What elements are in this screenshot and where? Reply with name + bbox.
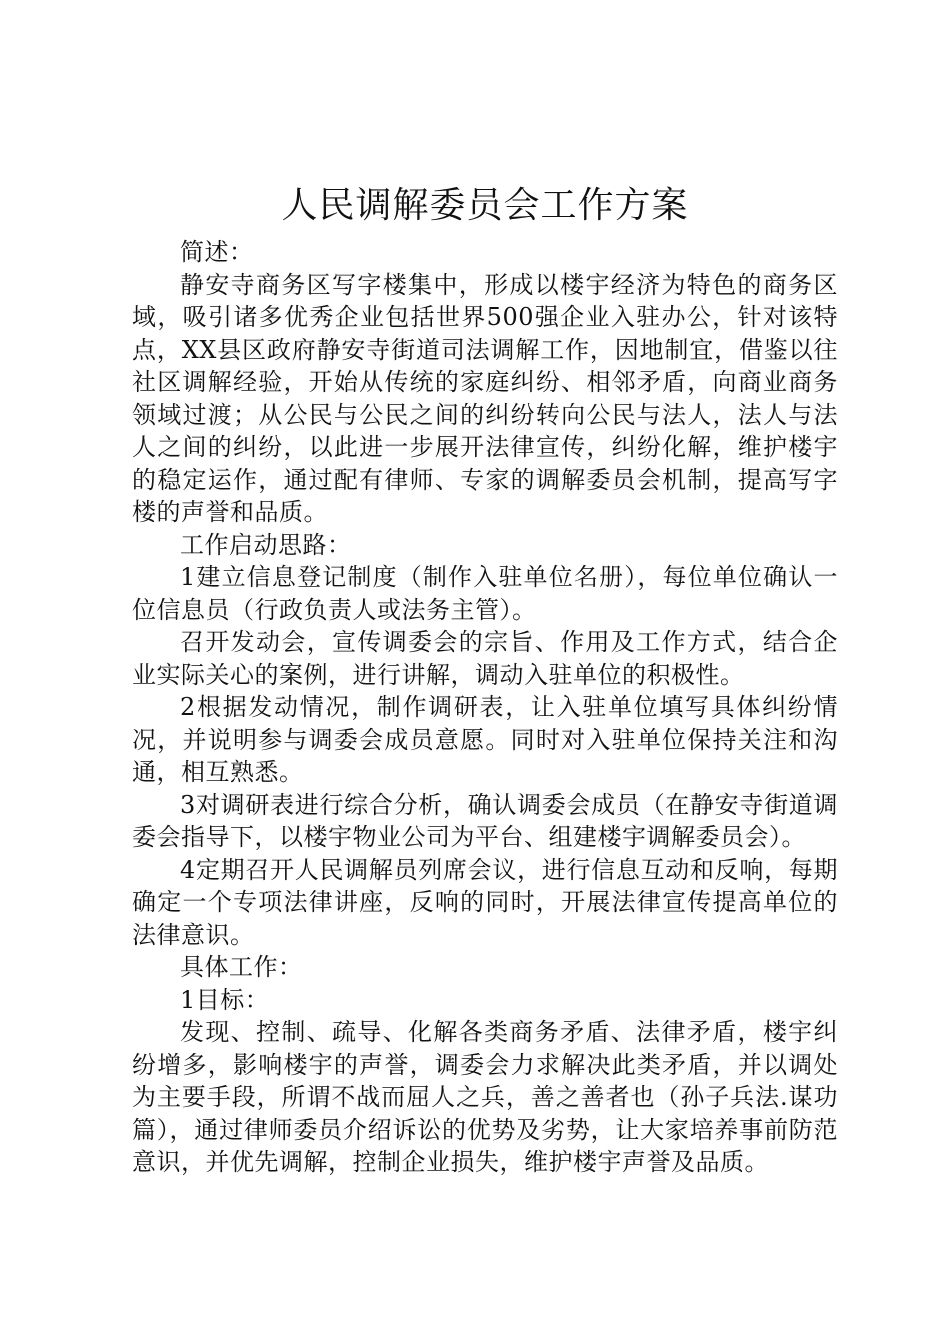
paragraph-startup-2: 2根据发动情况，制作调研表，让入驻单位填写具体纠纷情况，并说明参与调委会成员意愿。同时对入驻单位保持关注和沟通，相互熟悉。	[132, 693, 838, 786]
paragraph-startup-4: 4定期召开人民调解员列席会议，进行信息互动和反响，每期确定一个专项法律讲座，反响的同时，开展法律宣传提高单位的法律意识。	[132, 855, 838, 949]
section-heading-work: 具体工作：	[180, 953, 303, 981]
section-heading-startup: 工作启动思路：	[180, 530, 352, 559]
subheading-goal: 1目标：	[180, 985, 270, 1014]
paragraph-summary: 静安寺商务区写字楼集中，形成以楼宇经济为特色的商务区域，吸引诸多优秀企业包括世界500强企业入驻办公，针对该特点，XX县区政府静安寺街道司法调解工作，因地制宜，借鉴以往社区调解经验，开始从传统的家庭纠纷、相邻矛盾，向商业商务领域过渡；从公民与公民之间的纠纷转向公民与法人，法人与法人之间的纠纷，以此进一步展开法律宣传，纠纷化解，维护楼宇的稳定运作，通过配有律师、专家的调解委员会机制，提高写字楼的声誉和品质。	[132, 270, 838, 526]
section-heading-summary: 简述：	[180, 238, 254, 266]
paragraph-startup-1: 1建立信息登记制度（制作入驻单位名册），每位单位确认一位信息员（行政负责人或法务主管）。	[132, 563, 838, 624]
document-title: 人民调解委员会工作方案	[281, 185, 689, 226]
paragraph-startup-3: 3对调研表进行综合分析，确认调委会成员（在静安寺街道调委会指导下，以楼宇物业公司为平台、组建楼宇调解委员会）。	[132, 790, 838, 851]
paragraph-startup-meeting: 召开发动会，宣传调委会的宗旨、作用及工作方式，结合企业实际关心的案例，进行讲解，调动入驻单位的积极性。	[132, 628, 838, 689]
paragraph-goal: 发现、控制、疏导、化解各类商务矛盾、法律矛盾，楼宇纠纷增多，影响楼宇的声誉，调委会力求解决此类矛盾，并以调处为主要手段，所谓不战而屈人之兵，善之善者也（孙子兵法.谋功篇），通过律师委员介绍诉讼的优势及劣势，让大家培养事前防范意识，并优先调解，控制企业损失，维护楼宇声誉及品质。	[132, 1018, 838, 1176]
document-page	[132, 178, 838, 1179]
